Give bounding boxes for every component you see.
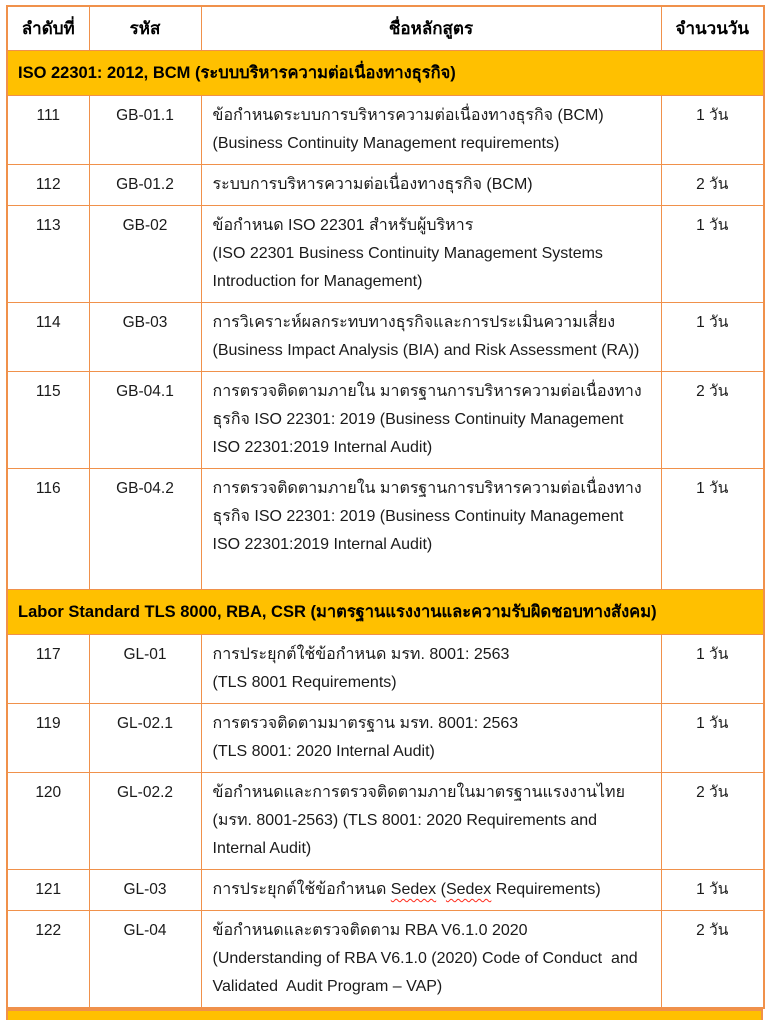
course-name-line	[213, 434, 649, 462]
table-body	[7, 51, 764, 1009]
name-text: (TLS 8001 Requirements)	[212, 674, 397, 691]
course-name-line	[213, 268, 649, 296]
course-code: GB-04.1	[89, 372, 201, 469]
course-number: 111	[7, 96, 89, 165]
course-name-line	[213, 309, 649, 337]
document-page	[0, 5, 768, 995]
course-number: 116	[7, 469, 89, 590]
course-number: 121	[7, 870, 89, 911]
course-row	[7, 870, 764, 911]
course-name-line	[213, 531, 649, 559]
course-name	[201, 303, 661, 372]
course-name-line	[213, 378, 649, 406]
name-text: ข้อกำหนดระบบการบริหารความต่อเนื่องทางธุรกิจ (BCM)	[212, 107, 604, 124]
name-text: การตรวจติดตามภายใน มาตรฐานการบริหารความต่อเนื่องทาง	[212, 480, 642, 497]
course-name	[201, 911, 661, 1009]
course-name-line	[213, 503, 649, 531]
misspelled-word: Sedex	[445, 881, 492, 898]
section-band-row	[7, 590, 764, 635]
course-code: GL-04	[89, 911, 201, 1009]
course-days: 1 วัน	[661, 870, 764, 911]
name-text: (Business Impact Analysis (BIA) and Risk Assessment (RA))	[212, 342, 640, 359]
course-name	[201, 469, 661, 590]
name-text: ข้อกำหนดและการตรวจติดตามภายในมาตรฐานแรงงานไทย	[212, 784, 625, 801]
course-row	[7, 635, 764, 704]
course-code: GL-01	[89, 635, 201, 704]
name-text: ระบบการบริหารความต่อเนื่องทางธุรกิจ (BCM)	[212, 176, 533, 193]
course-name-line	[213, 669, 649, 697]
misspelled-word: Sedex	[390, 881, 437, 898]
name-text: การประยุกต์ใช้ข้อกำหนด	[212, 881, 391, 898]
course-row	[7, 303, 764, 372]
course-name-line	[213, 406, 649, 434]
course-name-line	[213, 973, 649, 1001]
course-name-line	[213, 779, 649, 807]
name-text: ข้อกำหนดและตรวจติดตาม RBA V6.1.0 2020	[212, 922, 528, 939]
name-text: (TLS 8001: 2020 Internal Audit)	[212, 743, 435, 760]
course-number: 113	[7, 206, 89, 303]
course-number: 115	[7, 372, 89, 469]
name-text: ISO 22301:2019 Internal Audit)	[212, 439, 433, 456]
course-number: 120	[7, 773, 89, 870]
course-number: 122	[7, 911, 89, 1009]
course-row	[7, 773, 764, 870]
course-code: GB-01.1	[89, 96, 201, 165]
section-band-row	[7, 51, 764, 96]
course-days: 2 วัน	[661, 165, 764, 206]
name-text: Validated Audit Program – VAP)	[212, 978, 443, 995]
header-row	[7, 6, 764, 51]
course-days: 1 วัน	[661, 96, 764, 165]
course-name-line	[213, 835, 649, 863]
course-days: 2 วัน	[661, 372, 764, 469]
course-days: 1 วัน	[661, 303, 764, 372]
course-name-line	[213, 130, 649, 158]
column-header-1: รหัส	[89, 6, 201, 51]
course-row	[7, 704, 764, 773]
course-number: 112	[7, 165, 89, 206]
course-name	[201, 704, 661, 773]
course-code: GB-02	[89, 206, 201, 303]
section-band-label: ISO 22301: 2012, BCM (ระบบบริหารความต่อเนื่องทางธุรกิจ)	[7, 51, 764, 96]
course-name	[201, 870, 661, 911]
name-text: ข้อกำหนด ISO 22301 สำหรับผู้บริหาร	[212, 217, 474, 234]
name-text: ธุรกิจ ISO 22301: 2019 (Business Continuity Management	[212, 411, 624, 428]
course-name-line	[213, 240, 649, 268]
course-row	[7, 206, 764, 303]
name-text: การตรวจติดตามมาตรฐาน มรท. 8001: 2563	[212, 715, 519, 732]
column-header-3: จำนวนวัน	[661, 6, 764, 51]
course-name-line	[213, 917, 649, 945]
course-number: 117	[7, 635, 89, 704]
course-name-line	[213, 212, 649, 240]
name-text: (ISO 22301 Business Continuity Management Systems	[212, 245, 603, 262]
course-days: 1 วัน	[661, 206, 764, 303]
name-text: การตรวจติดตามภายใน มาตรฐานการบริหารความต่อเนื่องทาง	[212, 383, 642, 400]
course-number: 114	[7, 303, 89, 372]
course-name-line	[213, 738, 649, 766]
course-name	[201, 372, 661, 469]
course-name-line	[213, 641, 649, 669]
name-text: (Understanding of RBA V6.1.0 (2020) Code of Conduct and	[212, 950, 638, 967]
course-days: 1 วัน	[661, 469, 764, 590]
course-days: 1 วัน	[661, 704, 764, 773]
course-name-line	[213, 102, 649, 130]
course-code: GB-04.2	[89, 469, 201, 590]
course-row	[7, 372, 764, 469]
section-band-label: Labor Standard TLS 8000, RBA, CSR (มาตรฐานแรงงานและความรับผิดชอบทางสังคม)	[7, 590, 764, 635]
name-text: (	[436, 881, 446, 898]
course-days: 2 วัน	[661, 773, 764, 870]
course-days: 2 วัน	[661, 911, 764, 1009]
course-name	[201, 165, 661, 206]
course-code: GB-03	[89, 303, 201, 372]
course-number: 119	[7, 704, 89, 773]
course-code: GB-01.2	[89, 165, 201, 206]
table-header	[7, 6, 764, 51]
name-text: การประยุกต์ใช้ข้อกำหนด มรท. 8001: 2563	[212, 646, 510, 663]
course-days: 1 วัน	[661, 635, 764, 704]
course-name	[201, 773, 661, 870]
section-band-partial	[6, 1009, 763, 1020]
course-name-line	[213, 807, 649, 835]
course-table	[6, 5, 765, 1009]
course-name	[201, 206, 661, 303]
name-text: Requirements)	[491, 881, 601, 898]
course-name-line	[213, 475, 649, 503]
name-text: (Business Continuity Management requirements)	[212, 135, 560, 152]
column-header-2: ชื่อหลักสูตร	[201, 6, 661, 51]
course-row	[7, 469, 764, 590]
course-name-line	[213, 876, 649, 904]
course-name-line	[213, 171, 649, 199]
name-text: ISO 22301:2019 Internal Audit)	[212, 536, 433, 553]
name-text: Internal Audit)	[212, 840, 312, 857]
course-name-line	[213, 710, 649, 738]
course-name-line	[213, 945, 649, 973]
name-text: การวิเคราะห์ผลกระทบทางธุรกิจและการประเมินความเสี่ยง	[212, 314, 616, 331]
course-name	[201, 96, 661, 165]
course-code: GL-03	[89, 870, 201, 911]
course-code: GL-02.2	[89, 773, 201, 870]
course-name	[201, 635, 661, 704]
name-text: ธุรกิจ ISO 22301: 2019 (Business Continuity Management	[212, 508, 624, 525]
course-name-line	[213, 337, 649, 365]
name-text: Introduction for Management)	[212, 273, 423, 290]
course-row	[7, 96, 764, 165]
course-row	[7, 911, 764, 1009]
course-row	[7, 165, 764, 206]
column-header-0: ลำดับที่	[7, 6, 89, 51]
name-text: (มรท. 8001-2563) (TLS 8001: 2020 Requirements and	[212, 812, 598, 829]
course-code: GL-02.1	[89, 704, 201, 773]
